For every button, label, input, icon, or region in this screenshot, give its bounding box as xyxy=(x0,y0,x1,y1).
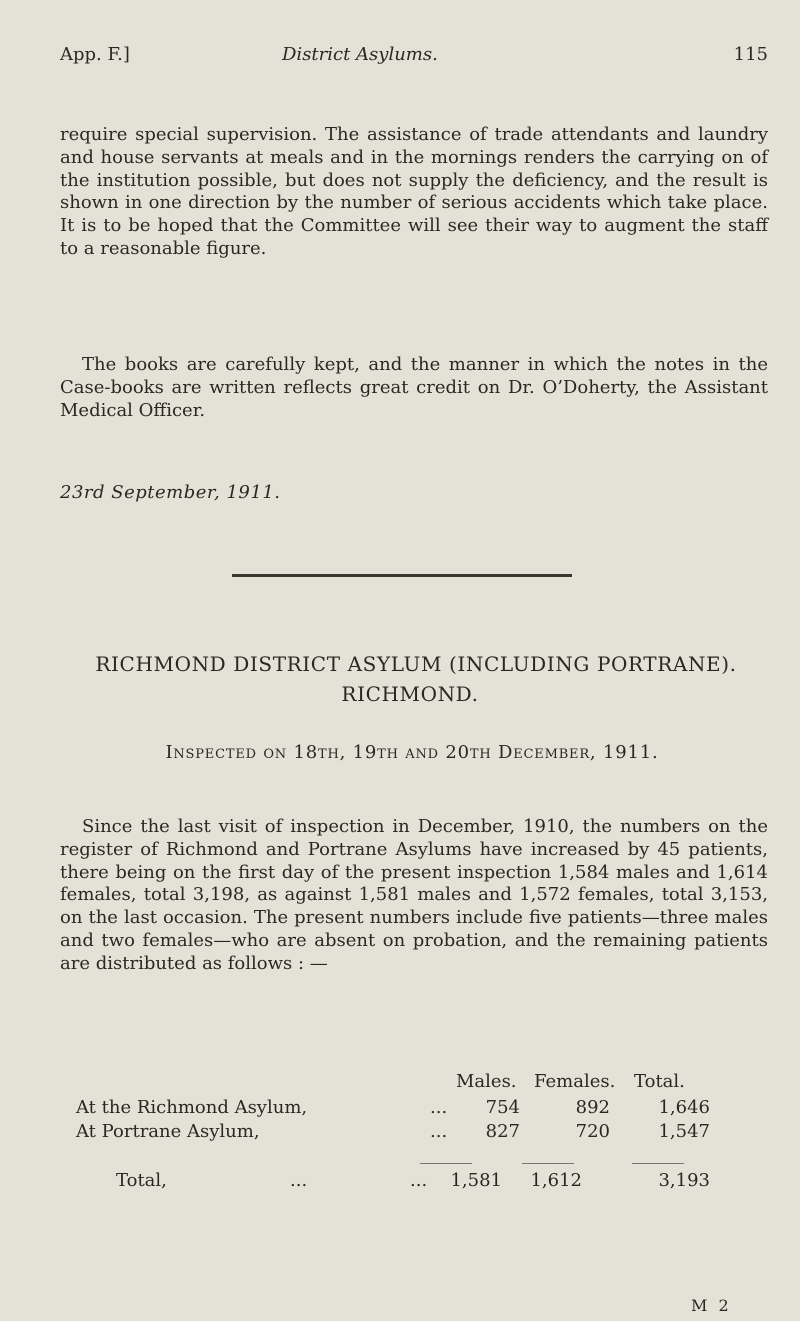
sum-line-females xyxy=(522,1163,574,1164)
total-value: 1,646 xyxy=(658,1097,710,1118)
row-dots: ... xyxy=(430,1121,448,1142)
page-number: 115 xyxy=(733,44,768,65)
running-title: District Asylums. xyxy=(282,44,438,65)
row-label: At Portrane Asylum, xyxy=(76,1121,260,1142)
table-total-row xyxy=(60,1170,768,1194)
total-label: Total, xyxy=(116,1170,167,1191)
row-dots: ... xyxy=(430,1097,448,1118)
inspection-dates: Inspected on 18th, 19th and 20th December, 1911. xyxy=(165,742,659,763)
column-header-females: Females. xyxy=(534,1071,616,1092)
males-value: 754 xyxy=(485,1097,520,1118)
column-header-total: Total. xyxy=(634,1071,685,1092)
males-total-value: 1,581 xyxy=(450,1170,502,1191)
intro-paragraph-1: require special supervision. The assistance of trade attendants and laundry and house servants at meals and in the mornings renders the carrying on of the institution possible, but does not supply the deficiency, and the result is shown in one direction by the number of serious accidents which take place. It is to be hoped that the Committee will see their way to augment the staff to a reasonable figure. xyxy=(60,124,768,259)
total-value: 1,547 xyxy=(658,1121,710,1142)
sum-line-total xyxy=(632,1163,684,1164)
section-title: RICHMOND DISTRICT ASYLUM (INCLUDING PORTRANE). xyxy=(95,652,737,676)
males-value: 827 xyxy=(485,1121,520,1142)
appendix-label: App. F.] xyxy=(60,44,130,65)
running-header xyxy=(60,44,768,74)
sum-line-males xyxy=(420,1163,472,1164)
table-row xyxy=(60,1097,768,1121)
intro-paragraph-2: The books are carefully kept, and the manner in which the notes in the Case-books are written reflects great credit on Dr. O’Doherty, the Assistant Medical Officer. xyxy=(60,354,768,421)
total-dots: ... xyxy=(290,1170,308,1191)
row-label: At the Richmond Asylum, xyxy=(76,1097,308,1118)
total-dots-2: ... xyxy=(410,1170,428,1191)
females-value: 720 xyxy=(575,1121,610,1142)
column-header-males: Males. xyxy=(456,1071,517,1092)
lead-paragraph: Since the last visit of inspection in December, 1910, the numbers on the register of Richmond and Portrane Asylums have increased by 45 patients, there being on the first day of the present inspection 1,584 males and 1,614 females, total 3,198, as against 1,581 males and 1,572 females, total 3,153, on the last occasion. The present numbers include five patients—three males and two females—who are absent on probation, and the remaining patients are distributed as follows : — xyxy=(60,816,768,974)
signature-mark: M 2 xyxy=(691,1296,732,1315)
females-value: 892 xyxy=(575,1097,610,1118)
section-divider xyxy=(232,574,572,577)
report-date: 23rd September, 1911. xyxy=(60,482,281,503)
table-row xyxy=(60,1121,768,1145)
section-subtitle: RICHMOND. xyxy=(341,682,479,706)
females-total-value: 1,612 xyxy=(530,1170,582,1191)
grand-total-value: 3,193 xyxy=(658,1170,710,1191)
